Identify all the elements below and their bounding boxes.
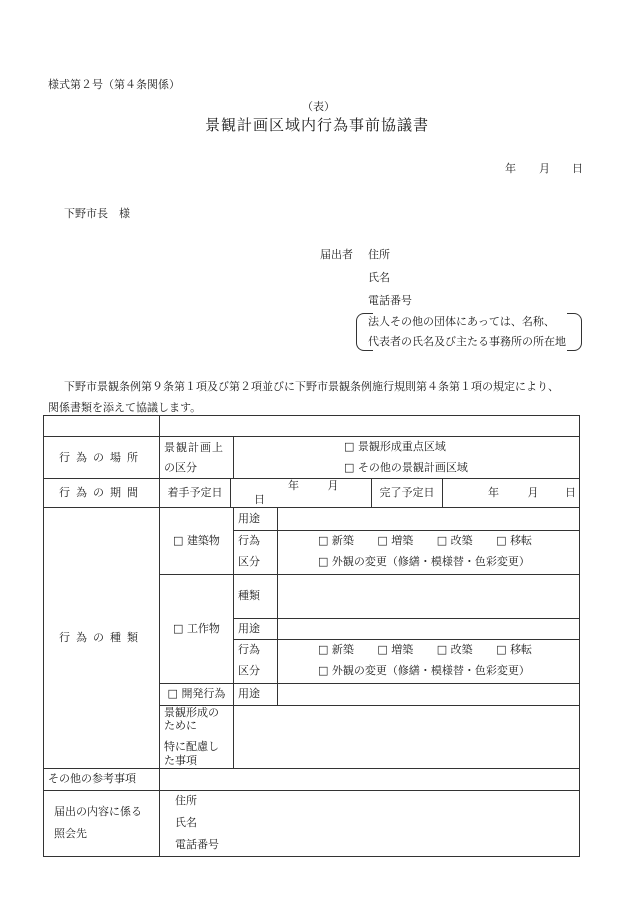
building-act-label: 行為 (234, 530, 278, 551)
intro-line1: 下野市景観条例第９条第１項及び第２項並びに下野市景観条例施行規則第４条第１項の規定により、 (64, 380, 559, 393)
applicant-phone: 電話番号 (368, 294, 412, 307)
addressee: 下野市長 様 (64, 207, 130, 220)
building-opt-rebuild[interactable]: □ 改築 (437, 534, 473, 547)
structure-label: □ 工作物 (173, 622, 220, 635)
zone-option-2[interactable] (234, 458, 580, 479)
development-label: □ 開発行為 (168, 687, 226, 700)
structure-division-label: 区分 (234, 660, 278, 683)
page-title: 景観計画区域内行為事前協議書 (205, 116, 430, 134)
building-opt-exterior: □ 外観の変更（修繕・模様替・色彩変更） (318, 555, 530, 568)
development-option[interactable] (160, 683, 234, 705)
period-subtable (160, 479, 579, 507)
consideration-line1: 景観形成のために (164, 705, 219, 733)
structure-kind-label: 種類 (234, 574, 278, 618)
structure-opt-new[interactable]: □ 新築 (318, 643, 354, 656)
table-row (44, 768, 580, 790)
structure-exterior-option[interactable] (278, 660, 580, 683)
date-year: 年 (505, 162, 516, 175)
start-label: 着手予定日 (160, 479, 231, 507)
zone-option-1[interactable] (234, 437, 580, 458)
table-row (44, 416, 580, 437)
building-use-label: 用途 (234, 507, 278, 530)
start-month: 月 (327, 479, 339, 492)
table-row (44, 437, 580, 458)
plan-division-line1: 景観計画上 (164, 440, 224, 454)
building-use-field[interactable] (278, 507, 580, 530)
contact-address: 住所 (175, 794, 197, 808)
top-spacer-right[interactable] (160, 416, 580, 437)
end-date-field[interactable] (443, 479, 580, 507)
building-label: □ 建築物 (173, 534, 220, 547)
zone-option-1-label: □ 景観形成重点区域 (344, 440, 446, 453)
applicant-note-line1: 法人その他の団体にあっては、名称、 (368, 315, 555, 328)
consideration-field[interactable] (234, 705, 580, 768)
applicant-label: 届出者 (320, 248, 353, 261)
development-use-field[interactable] (278, 683, 580, 705)
location-label: 行為の場所 (44, 437, 160, 479)
period-label: 行為の期間 (44, 479, 160, 508)
application-table (43, 415, 580, 857)
building-exterior-option[interactable] (278, 551, 580, 574)
side-label: （表） (302, 100, 335, 113)
contact-label (44, 790, 160, 856)
end-day: 日 (565, 485, 576, 499)
start-year: 年 (288, 479, 299, 492)
plan-division-line2: の区分 (164, 460, 197, 474)
other-field[interactable] (160, 768, 580, 790)
intro-line2: 関係書類を添えて協議します。 (48, 401, 202, 414)
date-day: 日 (572, 162, 583, 175)
structure-opt-exterior: □ 外観の変更（修繕・模様替・色彩変更） (318, 664, 530, 677)
structure-use-field[interactable] (278, 618, 580, 639)
consideration-label (160, 705, 234, 768)
start-date-field[interactable] (231, 479, 372, 507)
structure-kind-field[interactable] (278, 574, 580, 618)
contact-line1: 届出の内容に係る (54, 805, 142, 819)
zone-option-2-label: □ その他の景観計画区域 (344, 461, 468, 474)
note-bracket-right (567, 313, 582, 351)
table-row (44, 507, 580, 530)
building-opt-new[interactable]: □ 新築 (318, 534, 354, 547)
structure-act-options (278, 639, 580, 660)
date-month: 月 (539, 162, 550, 175)
consideration-line2: 特に配慮した事項 (164, 740, 219, 767)
top-spacer-left (44, 416, 160, 437)
structure-option[interactable] (160, 574, 234, 683)
building-act-options (278, 530, 580, 551)
end-month: 月 (527, 485, 539, 499)
table-row (44, 479, 580, 508)
contact-phone: 電話番号 (175, 837, 219, 851)
development-use-label: 用途 (234, 683, 278, 705)
building-division-label: 区分 (234, 551, 278, 574)
contact-name: 氏名 (175, 816, 197, 830)
form-number: 様式第２号（第４条関係） (48, 78, 180, 91)
plan-division-label (160, 437, 234, 479)
other-label: その他の参考事項 (44, 768, 160, 790)
structure-opt-move[interactable]: □ 移転 (496, 643, 532, 656)
applicant-note-line2: 代表者の氏名及び主たる事務所の所在地 (368, 335, 566, 348)
type-label: 行為の種類 (44, 507, 160, 768)
period-cell (160, 479, 580, 508)
contact-field[interactable] (160, 790, 580, 856)
building-option[interactable] (160, 507, 234, 574)
structure-act-label: 行為 (234, 639, 278, 660)
structure-opt-extend[interactable]: □ 増築 (377, 643, 413, 656)
building-opt-extend[interactable]: □ 増築 (377, 534, 413, 547)
end-label: 完了予定日 (372, 479, 443, 507)
structure-use-label: 用途 (234, 618, 278, 639)
applicant-name: 氏名 (368, 271, 390, 284)
start-day: 日 (254, 492, 265, 506)
building-opt-move[interactable]: □ 移転 (496, 534, 532, 547)
end-year: 年 (488, 485, 499, 499)
applicant-address: 住所 (368, 248, 390, 261)
table-row (44, 790, 580, 856)
contact-line2: 照会先 (54, 827, 87, 840)
structure-opt-rebuild[interactable]: □ 改築 (437, 643, 473, 656)
